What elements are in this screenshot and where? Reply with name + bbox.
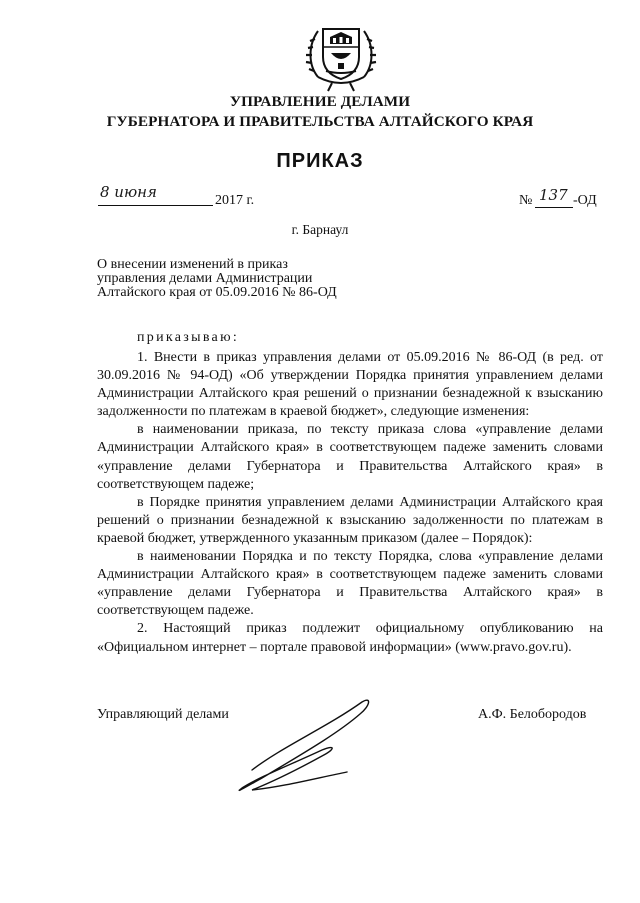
subject-line: управления делами Администрации — [97, 271, 313, 286]
signer-name: А.Ф. Белобородов — [478, 707, 587, 722]
handwritten-signature — [222, 692, 382, 802]
number-prefix: № — [519, 193, 533, 208]
date-year: 2017 г. — [215, 193, 255, 208]
handwritten-date-text: 8 июня — [100, 183, 157, 201]
handwritten-number — [536, 183, 572, 205]
order-body — [97, 349, 603, 657]
body-paragraph: 2. Настоящий приказ подлежит официальному опубликованию на «Официальном интернет – портале правовой информации» (www.pravo.gov.ru). — [97, 621, 603, 655]
order-word: приказываю: — [137, 330, 240, 345]
number-underline — [535, 207, 573, 208]
document-title: ПРИКАЗ — [276, 150, 364, 172]
subject-line: О внесении изменений в приказ — [97, 257, 288, 272]
order-subject — [97, 258, 337, 300]
coat-of-arms-emblem — [304, 17, 378, 93]
handwritten-number-text: 137 — [539, 186, 568, 204]
org-name-line-1: УПРАВЛЕНИЕ ДЕЛАМИ — [229, 93, 411, 110]
subject-line: Алтайского края от 05.09.2016 № 86-ОД — [97, 285, 337, 300]
date-underline — [98, 205, 213, 206]
body-paragraph: в Порядке принятия управлением делами Администрации Алтайского края решений о признании безнадежной к взысканию задолженности по платежам в краевой бюджет, утвержденного указанным приказом (далее – Порядок): — [97, 494, 603, 546]
body-paragraph: в наименовании приказа, по тексту приказа слова «управление делами Администрации Алтайского края» в соответствующем падеже заменить словами «управление делами Губернатора и Правительства Алтайского края» в соответствующем падеже; — [97, 422, 603, 492]
signer-position: Управляющий делами — [97, 707, 229, 722]
city: г. Барнаул — [291, 222, 349, 237]
handwritten-date — [98, 179, 188, 203]
body-paragraph: в наименовании Порядка и по тексту Порядка, слова «управление делами Администрации Алтайского края» в соответствующем падеже заменить словами «управление делами Губернатора и Правительства Алтайского края» в соответствующем падеже. — [97, 549, 603, 619]
body-paragraph: 1. Внести в приказ управления делами от 05.09.2016 № 86-ОД (в ред. от 30.09.2016 № 94-ОД) «Об утверждении Порядка принятия управлением делами Администрации Алтайского края решений о признании безнадежной к взысканию задолженности по платежам в краевой бюджет», следующие изменения: — [97, 350, 603, 420]
number-suffix: -ОД — [573, 193, 597, 208]
org-name-line-2: ГУБЕРНАТОРА И ПРАВИТЕЛЬСТВА АЛТАЙСКОГО КРАЯ — [106, 113, 534, 130]
